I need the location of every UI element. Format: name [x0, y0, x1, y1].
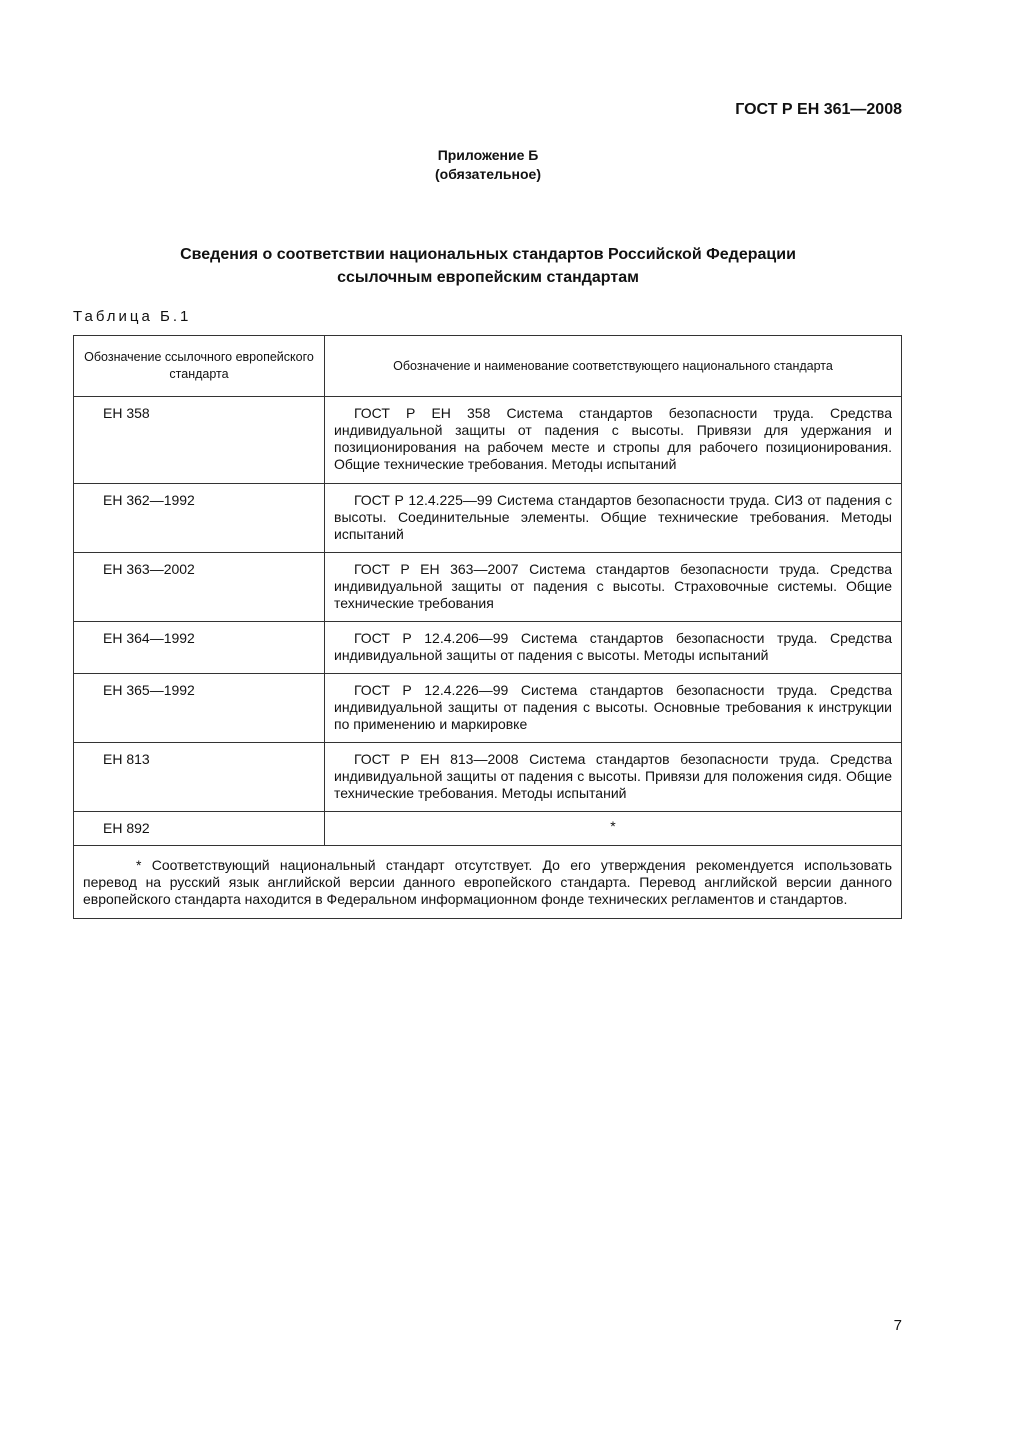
correspondence-table — [73, 335, 902, 919]
ref-standard-cell: ЕН 813 — [74, 743, 325, 812]
national-standard-cell: ГОСТ Р ЕН 813—2008 Система стандартов безопасности труда. Средства индивидуальной защиты от падения с высоты. Привязи для положения сидя. Общие технические требования. Методы испытаний — [325, 743, 902, 812]
ref-standard-cell: ЕН 362—1992 — [74, 484, 325, 553]
table-footnote: * Соответствующий национальный стандарт отсутствует. До его утверждения рекомендуется использовать перевод на русский язык английской версии данного европейского стандарта. Перевод английской версии данного европейского стандарта находится в Федеральном информационном фонде технических регламентов и стандартов. — [74, 846, 902, 919]
table-row — [74, 674, 902, 743]
table-row — [74, 553, 902, 622]
table-row — [74, 743, 902, 812]
ref-standard-cell: ЕН 892 — [74, 812, 325, 846]
national-standard-cell: ГОСТ Р ЕН 363—2007 Система стандартов безопасности труда. Средства индивидуальной защиты от падения с высоты. Страховочные системы. Общие технические требования — [325, 553, 902, 622]
ref-standard-cell: ЕН 363—2002 — [74, 553, 325, 622]
national-standard-cell: ГОСТ Р 12.4.226—99 Система стандартов безопасности труда. Средства индивидуальной защиты от падения с высоты. Основные требования к инструкции по применению и маркировке — [325, 674, 902, 743]
annex-status: (обязательное) — [434, 166, 541, 182]
header-ref-standard: Обозначение ссылочного европейского стандарта — [74, 336, 325, 397]
ref-standard-cell: ЕН 364—1992 — [74, 622, 325, 674]
table-header-row — [74, 336, 902, 397]
annex-heading — [0, 146, 976, 184]
section-title-line2: ссылочным европейским стандартам — [337, 269, 639, 286]
section-title-line1: Сведения о соответствии национальных стандартов Российской Федерации — [180, 246, 796, 263]
document-code: ГОСТ Р ЕН 361—2008 — [735, 101, 902, 118]
table-row — [74, 622, 902, 674]
ref-standard-cell: ЕН 358 — [74, 397, 325, 484]
table-row — [74, 397, 902, 484]
header-national-standard: Обозначение и наименование соответствующего национального стандарта — [325, 336, 902, 397]
table-caption: Таблица Б.1 — [73, 308, 192, 325]
national-standard-cell: ГОСТ Р 12.4.206—99 Система стандартов безопасности труда. Средства индивидуальной защиты от падения с высоты. Методы испытаний — [325, 622, 902, 674]
section-title — [0, 243, 976, 289]
table-row — [74, 812, 902, 846]
page-number: 7 — [893, 1317, 902, 1334]
table-footnote-row — [74, 846, 902, 919]
ref-standard-cell: ЕН 365—1992 — [74, 674, 325, 743]
national-standard-cell: ГОСТ Р ЕН 358 Система стандартов безопасности труда. Средства индивидуальной защиты от падения с высоты. Привязи для удержания и позиционирования на рабочем месте и стропы для рабочего позиционирования. Общие технические требования. Методы испытаний — [325, 397, 902, 484]
national-standard-cell: * — [325, 812, 902, 846]
national-standard-cell: ГОСТ Р 12.4.225—99 Система стандартов безопасности труда. СИЗ от падения с высоты. Соединительные элементы. Общие технические требования. Методы испытаний — [325, 484, 902, 553]
annex-title: Приложение Б — [437, 147, 539, 163]
table-row — [74, 484, 902, 553]
